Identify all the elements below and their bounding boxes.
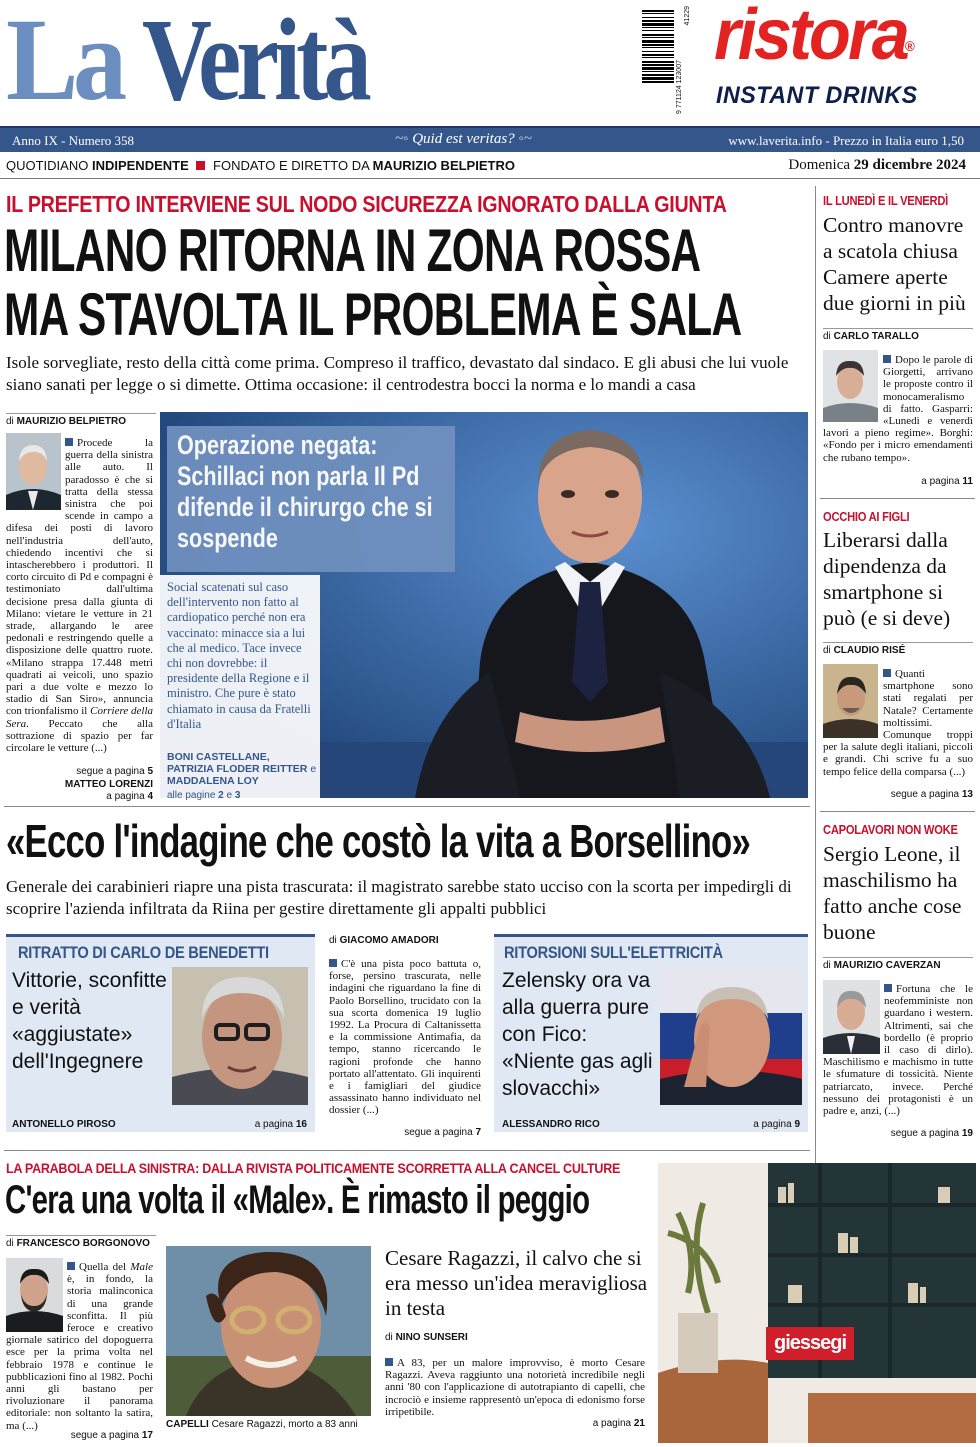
amadori-square-icon	[329, 959, 337, 967]
right3-title[interactable]: Sergio Leone, il maschilismo ha fatto anche cose buone	[823, 842, 962, 944]
right3-kicker[interactable]: CAPOLAVORI NON WOKE	[823, 822, 958, 837]
right-divider-1	[820, 498, 975, 499]
amadori-ref-page: 7	[475, 1127, 481, 1138]
masthead-divider	[0, 178, 980, 179]
right2-kicker[interactable]: OCCHIO AI FIGLI	[823, 509, 910, 524]
lorenzi-ref-text: a pagina	[106, 791, 145, 802]
schillaci-authors-last: MADDALENA LOY	[167, 774, 259, 787]
debenedetti-author: ANTONELLO PIROSO	[12, 1119, 116, 1130]
barcode-bar	[642, 74, 674, 76]
zelensky-box[interactable]	[494, 934, 808, 1132]
logo-la: La	[6, 0, 122, 125]
lead-kicker[interactable]: IL PREFETTO INTERVIENE SUL NODO SICUREZZA IGNORATO DALLA GIUNTA	[6, 191, 727, 217]
right-divider-2	[820, 811, 975, 812]
ragazzi-byline-name: NINO SUNSERI	[395, 1332, 468, 1343]
barcode-bar	[642, 81, 674, 83]
right2-body	[823, 668, 973, 778]
right1-kicker[interactable]: IL LUNEDÌ E IL VENERDÌ	[823, 193, 948, 208]
ragazzi-ref-text: a pagina	[592, 1418, 632, 1429]
barcode-bar	[642, 27, 674, 28]
ragazzi-ref-page: 21	[633, 1418, 645, 1429]
male-headline[interactable]: C'era una volta il «Male». È rimasto il peggio	[5, 1178, 590, 1222]
lead-ref[interactable]	[6, 766, 153, 777]
borsellino-summary: Generale dei carabinieri riapre una pista trascurata: il magistrato sarebbe stato ucciso con la scorta per impedirgli di scoprire l'azienda infiltrata da Riina per gestire direttamente gli appalti pubblici	[6, 877, 792, 918]
barcode-bar	[642, 64, 674, 66]
male-body-text: è, in fondo, la storia malinconica di una grande sconfitta. Il più feroce e creativo giornale satirico del dopoguerra esce per la prima volta nel febbraio 1978 e continue le pubblicazioni fino al 1982. Pochi anni gli bastano per rivoluzionare il panorama editoriale: non soltanto la satira, ma (...)	[6, 1273, 153, 1432]
male-body	[6, 1261, 153, 1432]
lorenzi-ref-page: 4	[147, 791, 153, 802]
masthead-logo	[6, 0, 526, 125]
right2-ref-text: segue a pagina	[890, 789, 960, 800]
male-ref-text: segue a pagina	[70, 1430, 140, 1441]
right2-title[interactable]: Liberarsi dalla dipendenza da smartphone si può (e si deve)	[823, 528, 951, 630]
right3-ref[interactable]	[823, 1128, 973, 1139]
barcode-bar	[642, 37, 674, 38]
zelensky-ref-text: a pagina	[753, 1119, 792, 1130]
right3-ref-text: segue a pagina	[890, 1128, 960, 1139]
lorenzi-ref[interactable]	[6, 779, 153, 803]
lead-body-square-icon	[65, 438, 73, 446]
schillaci-authors	[167, 752, 319, 787]
male-ref-page: 17	[141, 1430, 153, 1441]
male-byline	[6, 1235, 156, 1249]
amadori-byline-di: di	[329, 935, 337, 946]
schillaci-headline-box[interactable]	[167, 426, 455, 572]
ragazzi-body	[385, 1357, 645, 1418]
right3-byline	[823, 957, 973, 971]
right1-body-text: Dopo le parole di Giorgetti, arrivano le proposte contro il monocameralismo di fatto. Gasparri: «Lunedì e venerdì lavori a pieno regime». Borghi: «Fondo per i micro emendamenti che rubano tempo».	[823, 354, 973, 464]
giessegi-room-illustration	[658, 1163, 976, 1443]
schillaci-ref-text: alle pagine	[167, 790, 216, 801]
subtitle-line	[6, 158, 526, 173]
schillaci-body: Social scatenati sul caso dell'intervento non fatto al cardiopatico perché non era vaccinato: minacce sia a lui che al medico. Tace invece chi non dovrebbe: il presidente della Regione e il ministro. Che pure è stato chiamato in causa da Fratelli d'Italia	[167, 580, 311, 731]
debenedetti-ref-page: 16	[295, 1119, 307, 1130]
date-bold: 29 dicembre 2024	[853, 157, 966, 173]
right1-ref-text: a pagina	[921, 476, 960, 487]
subtitle-director: MAURIZIO BELPIETRO	[372, 158, 515, 173]
male-top-rule	[4, 1150, 810, 1151]
barcode-bar	[642, 71, 674, 72]
right1-ref-page: 11	[962, 476, 973, 487]
right3-ref-page: 19	[961, 1128, 973, 1139]
ristora-brand: ristora	[714, 0, 907, 75]
lorenzi-author: MATTEO LORENZI	[64, 779, 153, 790]
giessegi-logo: giessegi	[766, 1327, 854, 1360]
ragazzi-caption	[166, 1419, 358, 1430]
lead-headline-2[interactable]: MA STAVOLTA IL PROBLEMA È SALA	[4, 281, 742, 348]
barcode-bar	[642, 57, 674, 58]
schillaci-headline: Operazione negata: Schillaci non parla Il Pd difende il chirurgo che si sospende	[177, 430, 433, 553]
zelensky-title: Zelensky ora va alla guerra pure con Fico: «Niente gas agli slovacchi»	[502, 969, 653, 1100]
right2-byline-di: di	[823, 645, 831, 656]
lead-summary: Isole sorvegliate, resto della città come prima. Compreso il traffico, devastato dal sindaco. E gli abusi che lui vuole siano sanati per legge o si dimette. Ottima occasione: il centrodestra bocci la norma e lo mandi a casa	[6, 353, 789, 394]
barcode-bar	[642, 20, 674, 22]
barcode-number: 9 771124 123007	[676, 60, 683, 114]
debenedetti-ref-text: a pagina	[254, 1119, 294, 1130]
lead-body	[6, 437, 153, 754]
logo-verita: Verità	[142, 0, 367, 125]
right1-ref[interactable]	[823, 476, 973, 487]
lead-ref-page: 5	[147, 766, 153, 777]
right1-body	[823, 354, 973, 464]
borsellino-headline[interactable]: «Ecco l'indagine che costò la vita a Borsellino»	[6, 815, 751, 867]
debenedetti-kicker: RITRATTO DI CARLO DE BENEDETTI	[18, 943, 269, 962]
right3-square-icon	[884, 984, 892, 992]
fico-photo	[660, 967, 802, 1105]
ragazzi-title[interactable]: Cesare Ragazzi, il calvo che si era messo un'idea meravigliosa in testa	[385, 1246, 648, 1320]
right2-body-text: Quanti smartphone sono stati regalati per Natale? Certamente moltissimi. Comunque troppi per la salute degli italiani, piccoli e grandi. Chi scrive fu a suo tempo felice della comparsa (...)	[823, 668, 973, 778]
barcode-bar	[642, 10, 674, 12]
right1-title[interactable]: Contro manovre a scatola chiusa Camere aperte due giorni in più	[823, 213, 966, 315]
debenedetti-title: Vittorie, sconfitte e verità «aggiustate» dell'Ingegnere	[12, 969, 167, 1073]
ragazzi-square-icon	[385, 1358, 393, 1366]
debenedetti-illustration	[172, 967, 308, 1105]
ragazzi-caption-text: Cesare Ragazzi, morto a 83 anni	[211, 1419, 358, 1430]
ragazzi-byline	[385, 1330, 535, 1343]
amadori-byline	[329, 933, 479, 946]
barcode-bar	[642, 34, 674, 36]
subtitle-prefix: QUOTIDIANO	[6, 158, 89, 173]
barcode-bar	[642, 77, 674, 80]
male-byline-di: di	[6, 1238, 14, 1249]
schillaci-ref-page-a: 2	[218, 790, 224, 801]
right3-body	[823, 983, 973, 1117]
schillaci-authors-e: e	[310, 762, 317, 775]
right1-square-icon	[883, 355, 891, 363]
ristora-ad[interactable]	[700, 0, 980, 120]
schillaci-ref-e: e	[226, 790, 233, 801]
masthead-bar	[0, 126, 980, 152]
site-price: www.laverita.info - Prezzo in Italia euro 1,50	[728, 133, 964, 148]
lead-headline-1[interactable]: MILANO RITORNA IN ZONA ROSSA	[4, 217, 701, 284]
schillaci-ref[interactable]	[167, 790, 240, 801]
giessegi-ad[interactable]	[658, 1163, 976, 1443]
lead-body-text: Procede la guerra della sinistra alle auto. Il paradosso è che si tratta della stessa sinistra che poi scende in campo a difesa dei posti di lavoro nell'industria dell'auto, chiedendo incentivi che si intascherebbero i produttori. Il corto circuito di Pd e compagni è testimoniato dall'ultima decisione presa dalla giunta di Milano: vietare le vetture in 21 strade, allargando le aree pedonali e restringendo quelle a disposizione delle quattro ruote. «Milano strappa 17.448 metri quadrati ai veicoli, uno spazio pari a due volte e mezzo lo stadio di San Siro», annuncia con trionfalismo il	[6, 437, 153, 718]
zelensky-author: ALESSANDRO RICO	[502, 1119, 600, 1130]
barcode-bar	[642, 51, 674, 52]
barcode-bar	[642, 61, 674, 63]
lead-byline	[6, 413, 156, 427]
zelensky-ref	[753, 1119, 800, 1130]
schillaci-ref-page-b: 3	[234, 790, 241, 801]
amadori-body-text: C'è una pista poco battuta o, forse, persino trascurata, nelle indagini che riguardano la fine di Paolo Borsellino, trucidato con la sua scorta domenica 19 luglio 1992. La Procura di Caltanissetta e la commissione Antimafia, da tempo, stanno ricercando le ragioni profonde che hanno portato all'attentato. Gli inquirenti e i famigliari del giudice assassinato hanno individuato nel dossier (...)	[329, 958, 481, 1117]
subtitle-bold: INDIPENDENTE	[91, 158, 189, 173]
barcode-bar	[642, 47, 674, 48]
right1-byline-name: CARLO TARALLO	[833, 331, 919, 342]
zelensky-ref-page: 9	[794, 1119, 800, 1130]
issue-number: Anno IX - Numero 358	[12, 133, 135, 148]
right3-byline-name: MAURIZIO CAVERZAN	[833, 960, 941, 971]
lead-body-italic: Corriere della Sera	[6, 705, 154, 730]
date-prefix: Domenica	[788, 157, 851, 173]
ragazzi-caption-bold: CAPELLI	[166, 1419, 209, 1430]
male-body-pre: Quella del	[79, 1261, 127, 1273]
schillaci-authors-list: BONI CASTELLANE, PATRIZIA FLODER REITTER	[167, 751, 308, 775]
debenedetti-box[interactable]	[6, 934, 315, 1132]
right2-square-icon	[883, 669, 891, 677]
ristora-reg: ®	[905, 38, 913, 54]
barcode-bar	[642, 13, 674, 14]
barcode-bar	[642, 44, 674, 46]
male-body-italic: Male	[130, 1261, 153, 1273]
zelensky-kicker: RITORSIONI SULL'ELETTRICITÀ	[504, 943, 723, 962]
right2-byline-name: CLAUDIO RISÉ	[833, 645, 906, 656]
ristora-tagline: INSTANT DRINKS	[716, 82, 918, 109]
motto-text: Quid est veritas?	[412, 131, 515, 147]
barcode-bar	[642, 40, 674, 43]
ragazzi-byline-di: di	[385, 1332, 393, 1343]
lead-ref-text: segue a pagina	[76, 766, 145, 777]
male-byline-name: FRANCESCO BORGONOVO	[16, 1238, 150, 1249]
motto: ~◦ Quid est veritas? ◦~	[395, 131, 532, 147]
male-ref[interactable]	[6, 1430, 153, 1441]
barcode-code: 41229	[684, 6, 691, 26]
subtitle-square-icon	[196, 161, 205, 170]
barcode-bar	[642, 67, 674, 70]
right1-byline-di: di	[823, 331, 831, 342]
ragazzi-ref[interactable]	[385, 1418, 645, 1429]
barcode-bar	[642, 30, 674, 31]
right2-ref[interactable]	[823, 789, 973, 800]
subtitle-mid: FONDATO E DIRETTO DA	[213, 158, 370, 173]
right2-byline	[823, 642, 973, 656]
ristora-logo	[714, 0, 914, 76]
male-kicker[interactable]: LA PARABOLA DELLA SINISTRA: DALLA RIVISTA POLITICAMENTE SCORRETTA ALLA CANCEL CULTURE	[6, 1160, 621, 1176]
right1-byline	[823, 328, 973, 342]
barcode-bar	[642, 54, 674, 56]
lead-body-end: . Peccato che alla sottrazione di spazio per far circolare le vetture (...)	[6, 717, 153, 755]
right3-byline-di: di	[823, 960, 831, 971]
barcode-bar	[642, 17, 674, 18]
male-square-icon	[67, 1262, 75, 1270]
barcode	[640, 6, 692, 116]
right2-ref-page: 13	[961, 789, 973, 800]
ragazzi-photo	[166, 1246, 371, 1416]
right3-body-text: Fortuna che le neofemministe non guardano i western. Altrimenti, sai che bordello (è proprio il caso di dirlo). Maschilismo e machismo in tutte le sfumature di tossicità. Niente patriarcato, invece. Perché nessuno dei protagonisti è un padre e, anzi, (...)	[823, 983, 973, 1118]
ragazzi-body-text: A 83, per un malore improvviso, è morto Cesare Ragazzi. Aveva raggiunto una notorietà incredibile negli anni '80 con l'applicazione di autotrapianto di capelli, che incrociò e insieme rappresentò un'epoca di edonismo forse irripetibile.	[385, 1357, 645, 1418]
debenedetti-ref	[255, 1119, 307, 1130]
amadori-byline-name: GIACOMO AMADORI	[339, 935, 439, 946]
date	[788, 157, 966, 174]
lead-byline-name: MAURIZIO BELPIETRO	[16, 416, 127, 427]
lead-bottom-rule	[4, 806, 810, 807]
lead-byline-di: di	[6, 416, 14, 427]
barcode-bar	[642, 23, 674, 26]
amadori-ref[interactable]	[329, 1127, 481, 1138]
amadori-ref-text: segue a pagina	[404, 1127, 473, 1138]
amadori-body	[329, 958, 481, 1117]
